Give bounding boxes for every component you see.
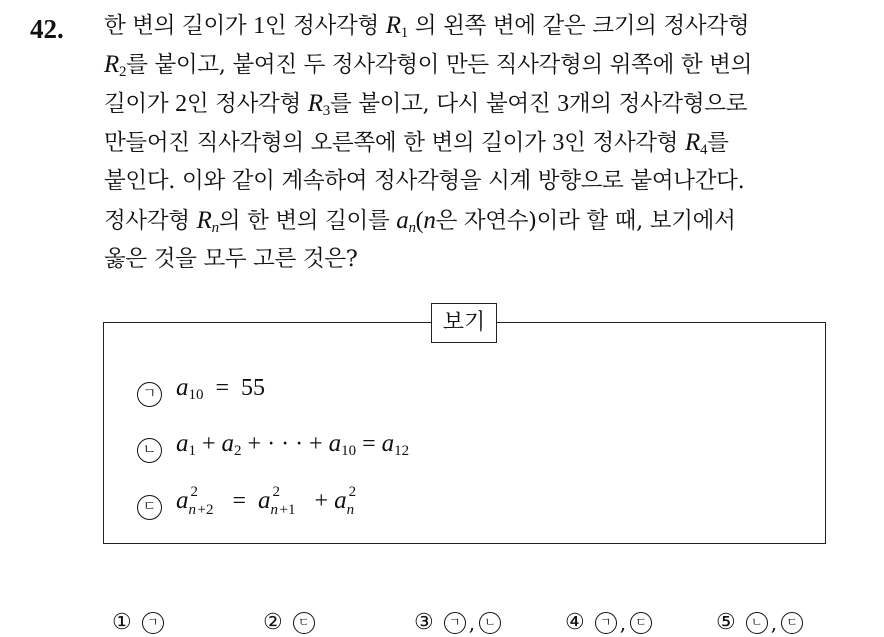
mark-digeut: ㄷ — [630, 612, 652, 634]
mark-nieun: ㄴ — [746, 612, 768, 634]
choice-3[interactable]: ③ ㄱ , ㄴ — [414, 610, 501, 635]
question-line: $R_2$를 붙이고, 붙여진 두 정사각형이 만든 직사각형의 위쪽에 한 변의 — [104, 51, 753, 80]
statement-a: ㄱ $a_{10} = 55$ — [137, 374, 265, 407]
question-text — [104, 6, 864, 279]
question-line: 옳은 것을 모두 고른 것은? — [104, 246, 358, 272]
example-box-title: 보기 — [431, 303, 497, 343]
choice-1[interactable]: ① ㄱ — [112, 610, 164, 635]
mark-giyeok: ㄱ — [444, 612, 466, 634]
choice-5[interactable]: ⑤ ㄴ , ㄷ — [716, 610, 803, 635]
question-line: 정사각형 $R_n$의 한 변의 길이를 $a_n(n$은 자연수)이라 할 때, 보기에서 — [104, 207, 736, 236]
mark-digeut: ㄷ — [293, 612, 315, 634]
question-line: 한 변의 길이가 1인 정사각형 $R_1$ 의 왼쪽 변에 같은 크기의 정사각형 — [104, 12, 750, 41]
question-line: 길이가 2인 정사각형 $R_3$를 붙이고, 다시 붙여진 3개의 정사각형으로 — [104, 90, 748, 119]
mark-digeut: ㄷ — [781, 612, 803, 634]
mark-digeut: ㄷ — [137, 495, 162, 520]
mark-nieun: ㄴ — [137, 438, 162, 463]
mark-giyeok: ㄱ — [142, 612, 164, 634]
mark-giyeok: ㄱ — [137, 382, 162, 407]
statement-c: ㄷ a 2 n +2 = a 2 n +1 + a 2 n — [137, 487, 361, 520]
question-line: 붙인다. 이와 같이 계속하여 정사각형을 시계 방향으로 붙여나간다. — [104, 168, 745, 194]
choice-2[interactable]: ② ㄷ — [263, 610, 315, 635]
question-number: 42. — [30, 14, 64, 44]
statement-b: ㄴ $a_1 + a_2$ + · · · + $a_{10} = a_{12}$ — [137, 430, 409, 463]
mark-nieun: ㄴ — [479, 612, 501, 634]
choice-4[interactable]: ④ ㄱ , ㄷ — [565, 610, 652, 635]
mark-giyeok: ㄱ — [595, 612, 617, 634]
question-line: 만들어진 직사각형의 오른쪽에 한 변의 길이가 3인 정사각형 $R_4$를 — [104, 129, 729, 158]
